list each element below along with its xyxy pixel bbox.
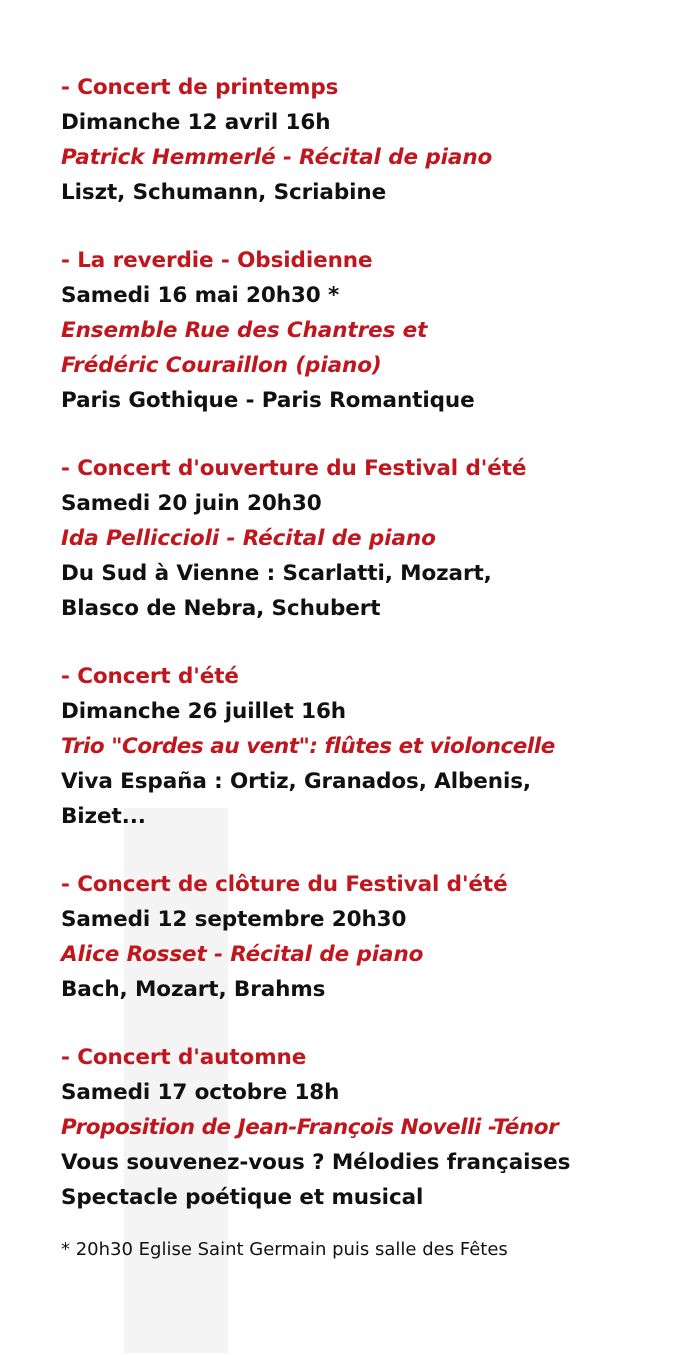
concert-schedule [61,70,691,1265]
concert-title: - Concert d'été [61,664,239,689]
concert-program: Liszt, Schumann, Scriabine [61,180,387,205]
concert-entry [61,1040,691,1215]
concert-date: Samedi 17 octobre 18h [61,1080,340,1105]
concert-date: Dimanche 12 avril 16h [61,110,331,135]
concert-date: Samedi 20 juin 20h30 [61,491,322,516]
concert-artist: Ida Pelliccioli - Récital de piano [61,526,436,551]
concert-program: Paris Gothique - Paris Romantique [61,388,475,413]
concert-artist: Proposition de Jean-François Novelli -Ténor [61,1115,559,1140]
concert-title: - Concert de clôture du Festival d'été [61,872,508,897]
footnote: * 20h30 Eglise Saint Germain puis salle des Fêtes [61,1239,508,1260]
concert-entry [61,659,691,834]
concert-program: Du Sud à Vienne : Scarlatti, Mozart, [61,561,492,586]
concert-date: Samedi 16 mai 20h30 * [61,283,340,308]
concert-program: Blasco de Nebra, Schubert [61,596,381,621]
concert-date: Dimanche 26 juillet 16h [61,699,347,724]
concert-program: Bizet... [61,804,146,829]
concert-title: - Concert de printemps [61,75,339,100]
concert-artist: Alice Rosset - Récital de piano [61,942,424,967]
concert-program: Bach, Mozart, Brahms [61,977,326,1002]
concert-title: - Concert d'ouverture du Festival d'été [61,456,527,481]
concert-title: - La reverdie - Obsidienne [61,248,373,273]
concert-artist: Trio "Cordes au vent": flûtes et violoncelle [61,734,555,759]
concert-artist: Frédéric Couraillon (piano) [61,353,382,378]
concert-date: Samedi 12 septembre 20h30 [61,907,407,932]
concert-program: Viva España : Ortiz, Granados, Albenis, [61,769,532,794]
concert-entry [61,243,691,418]
concert-entry [61,70,691,210]
concert-entry [61,451,691,626]
concert-program: Vous souvenez-vous ? Mélodies françaises [61,1150,571,1175]
concert-artist: Ensemble Rue des Chantres et [61,318,428,343]
concert-program: Spectacle poétique et musical [61,1185,424,1210]
concert-entry [61,867,691,1007]
concert-title: - Concert d'automne [61,1045,307,1070]
concert-artist: Patrick Hemmerlé - Récital de piano [61,145,493,170]
